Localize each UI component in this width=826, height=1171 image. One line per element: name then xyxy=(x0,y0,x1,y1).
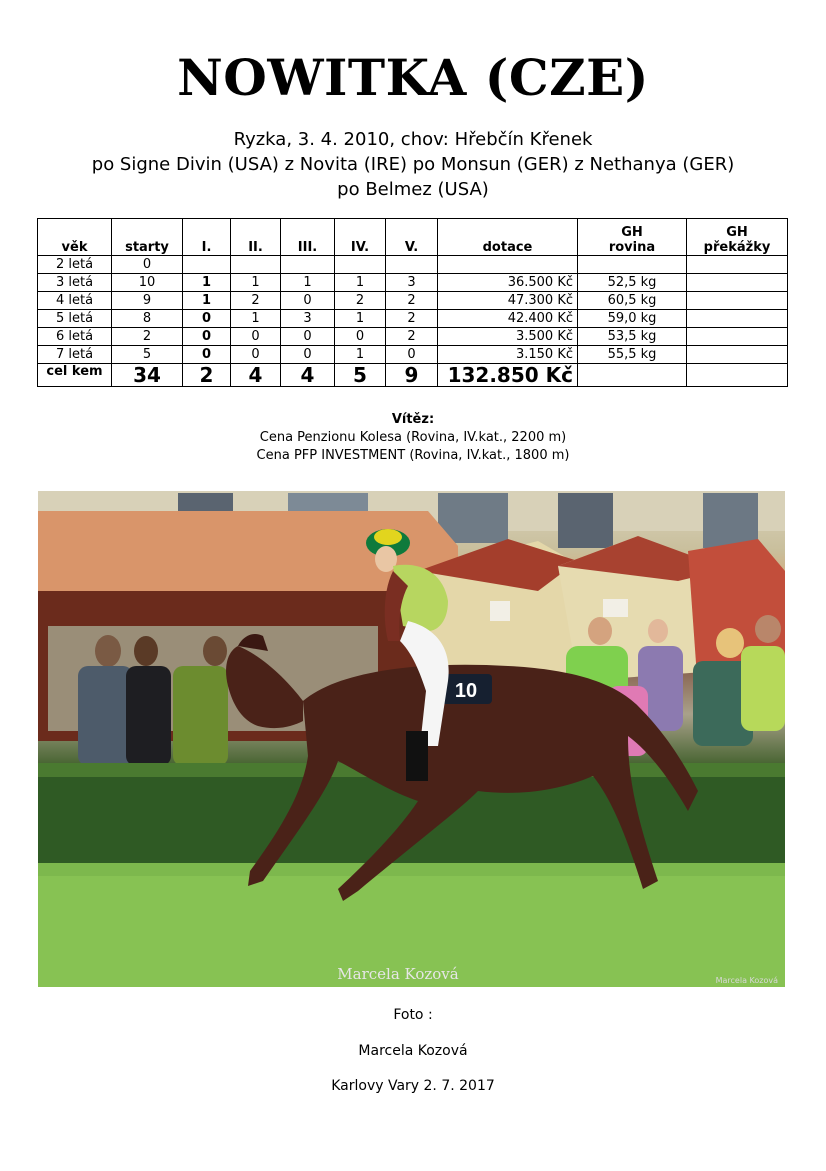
cell-fourth: 1 xyxy=(335,346,386,364)
col-second: II. xyxy=(231,219,281,256)
race-record-table xyxy=(37,218,788,387)
cell-first: 1 xyxy=(183,292,231,310)
cell-first: 1 xyxy=(183,274,231,292)
cell-fifth xyxy=(386,256,438,274)
cell-third: 1 xyxy=(281,274,335,292)
cell-gh-flat: 59,0 kg xyxy=(578,310,687,328)
cell-age: 3 letá xyxy=(38,274,112,292)
cell-age: 7 letá xyxy=(38,346,112,364)
cell-first: 0 xyxy=(183,310,231,328)
col-fifth: V. xyxy=(386,219,438,256)
cell-third xyxy=(281,256,335,274)
table-row xyxy=(38,292,788,310)
cell-first: 0 xyxy=(183,346,231,364)
cell-second: 2 xyxy=(231,292,281,310)
col-money: dotace xyxy=(438,219,578,256)
col-fourth: IV. xyxy=(335,219,386,256)
cell-money: 42.400 Kč xyxy=(438,310,578,328)
cell-fifth: 3 xyxy=(386,274,438,292)
cell-gh-obstacles xyxy=(687,292,788,310)
cell-second: 1 xyxy=(231,310,281,328)
cell-second: 0 xyxy=(231,328,281,346)
cell-third: 0 xyxy=(281,292,335,310)
page-title: NOWITKA (CZE) xyxy=(177,48,649,107)
race-photo xyxy=(38,491,785,987)
winner-label: Vítěz: xyxy=(391,412,435,427)
total-gh-obstacles xyxy=(687,364,788,387)
pedigree-line-2: po Belmez (USA) xyxy=(337,179,489,200)
winner-race: Cena Penzionu Kolesa (Rovina, IV.kat., 2200 m) xyxy=(259,430,567,445)
cell-gh-flat: 60,5 kg xyxy=(578,292,687,310)
cell-money: 3.500 Kč xyxy=(438,328,578,346)
cell-third: 3 xyxy=(281,310,335,328)
total-third: 4 xyxy=(281,364,335,387)
cell-second: 0 xyxy=(231,346,281,364)
col-first: I. xyxy=(183,219,231,256)
cell-gh-obstacles xyxy=(687,328,788,346)
cell-starts: 10 xyxy=(112,274,183,292)
total-label: cel kem xyxy=(38,364,112,387)
table-row xyxy=(38,346,788,364)
cell-money: 36.500 Kč xyxy=(438,274,578,292)
cell-gh-obstacles xyxy=(687,310,788,328)
col-third: III. xyxy=(281,219,335,256)
cell-gh-obstacles xyxy=(687,274,788,292)
cell-fifth: 2 xyxy=(386,328,438,346)
table-header xyxy=(38,219,788,256)
total-first: 2 xyxy=(183,364,231,387)
cell-fourth xyxy=(335,256,386,274)
cell-money: 47.300 Kč xyxy=(438,292,578,310)
cell-gh-obstacles xyxy=(687,346,788,364)
winner-race: Cena PFP INVESTMENT (Rovina, IV.kat., 1800 m) xyxy=(256,448,570,463)
col-gh-obs-1: GH xyxy=(726,225,748,240)
photo-credit-label: Foto : xyxy=(393,1007,433,1023)
cell-age: 5 letá xyxy=(38,310,112,328)
cell-fifth: 2 xyxy=(386,292,438,310)
cell-starts: 2 xyxy=(112,328,183,346)
saddle-number: 10 xyxy=(454,680,478,702)
place-date: Karlovy Vary 2. 7. 2017 xyxy=(331,1078,495,1094)
cell-second xyxy=(231,256,281,274)
table-row xyxy=(38,328,788,346)
cell-gh-flat: 52,5 kg xyxy=(578,274,687,292)
cell-fourth: 1 xyxy=(335,310,386,328)
cell-third: 0 xyxy=(281,346,335,364)
cell-age: 2 letá xyxy=(38,256,112,274)
cell-fifth: 2 xyxy=(386,310,438,328)
cell-second: 1 xyxy=(231,274,281,292)
cell-starts: 8 xyxy=(112,310,183,328)
photo-illustration xyxy=(38,491,785,987)
table-row xyxy=(38,256,788,274)
col-gh-obstacles xyxy=(687,219,788,256)
cell-age: 6 letá xyxy=(38,328,112,346)
total-starts: 34 xyxy=(112,364,183,387)
col-gh-flat-1: GH xyxy=(621,225,643,240)
pedigree-line: po Signe Divin (USA) z Novita (IRE) po Monsun (GER) z Nethanya (GER) xyxy=(91,154,735,175)
cell-starts: 9 xyxy=(112,292,183,310)
col-age: věk xyxy=(38,219,112,256)
cell-money xyxy=(438,256,578,274)
table-total-row xyxy=(38,364,788,387)
total-fourth: 5 xyxy=(335,364,386,387)
cell-fifth: 0 xyxy=(386,346,438,364)
cell-fourth: 2 xyxy=(335,292,386,310)
col-gh-flat xyxy=(578,219,687,256)
col-gh-obs-2: překážky xyxy=(703,240,771,255)
table-row xyxy=(38,274,788,292)
cell-fourth: 0 xyxy=(335,328,386,346)
horse-details: Ryzka, 3. 4. 2010, chov: Hřebčín Křenek xyxy=(233,129,593,150)
cell-starts: 5 xyxy=(112,346,183,364)
cell-gh-flat: 55,5 kg xyxy=(578,346,687,364)
photo-watermark: Marcela Kozová xyxy=(337,965,459,983)
total-gh-flat xyxy=(578,364,687,387)
col-gh-flat-2: rovina xyxy=(608,240,656,255)
cell-gh-flat xyxy=(578,256,687,274)
cell-starts: 0 xyxy=(112,256,183,274)
table-row xyxy=(38,310,788,328)
col-starts: starty xyxy=(112,219,183,256)
total-money: 132.850 Kč xyxy=(438,364,578,387)
cell-first xyxy=(183,256,231,274)
cell-third: 0 xyxy=(281,328,335,346)
sign-right xyxy=(603,599,628,617)
cell-age: 4 letá xyxy=(38,292,112,310)
cell-gh-obstacles xyxy=(687,256,788,274)
cell-first: 0 xyxy=(183,328,231,346)
total-second: 4 xyxy=(231,364,281,387)
total-fifth: 9 xyxy=(386,364,438,387)
cell-money: 3.150 Kč xyxy=(438,346,578,364)
cell-fourth: 1 xyxy=(335,274,386,292)
photo-watermark-small: Marcela Kozová xyxy=(715,976,778,985)
sign-left xyxy=(490,601,510,621)
photographer-name: Marcela Kozová xyxy=(358,1043,468,1059)
cell-gh-flat: 53,5 kg xyxy=(578,328,687,346)
